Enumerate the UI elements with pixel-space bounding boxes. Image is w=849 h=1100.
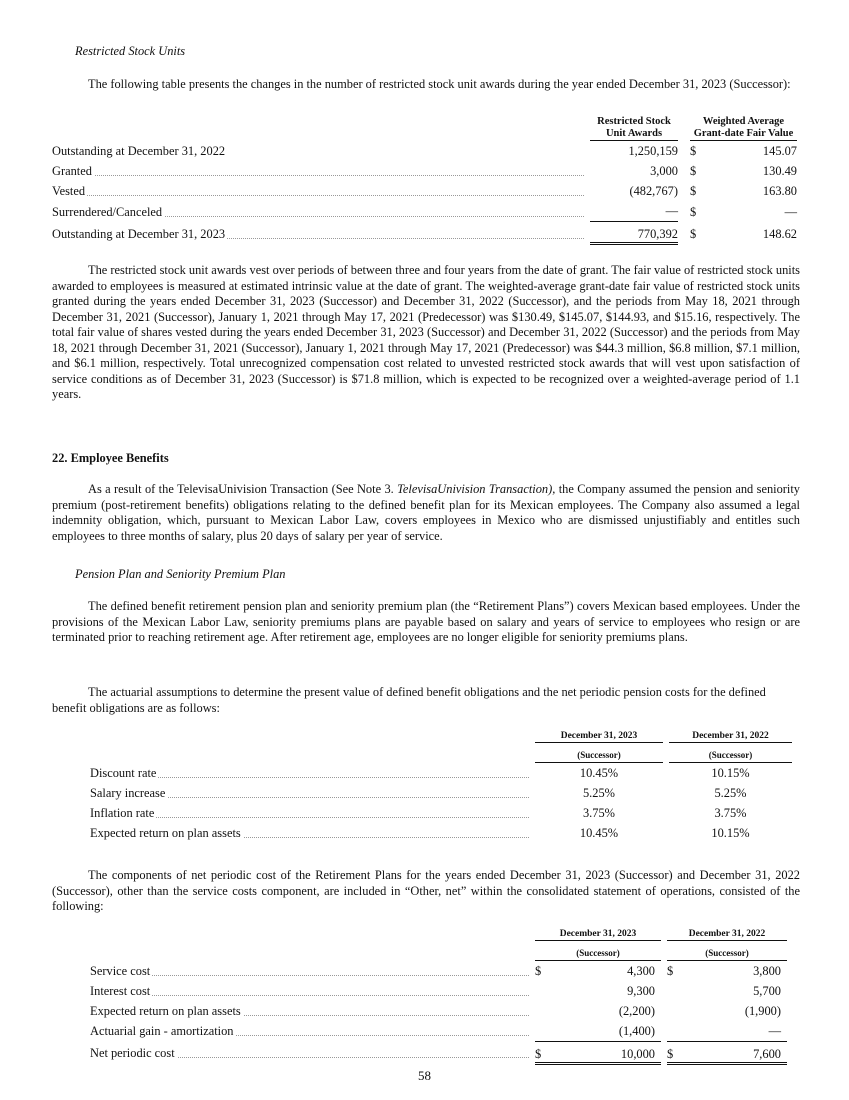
table-row xyxy=(90,823,792,843)
currency-symbol xyxy=(535,1001,549,1021)
rsu-intro: The following table presents the changes in the number of restricted stock unit awards during the year ended December 31, 2023 (Successor): xyxy=(88,77,791,91)
units-value: (482,767) xyxy=(629,184,678,198)
col-header-2023: December 31, 2023 xyxy=(560,730,638,741)
col-subheader-2022: (Successor) xyxy=(667,940,787,960)
table-row xyxy=(52,222,797,244)
table-row xyxy=(90,981,787,1001)
units-value: — xyxy=(665,204,678,218)
row-label: Service cost xyxy=(90,960,535,981)
spacer xyxy=(678,141,690,162)
col-header-2022: December 31, 2022 xyxy=(692,730,769,741)
col-header-2023: December 31, 2023 xyxy=(559,928,637,939)
page-number: 58 xyxy=(418,1068,431,1083)
spacer xyxy=(678,181,690,201)
currency-symbol: $ xyxy=(690,184,697,198)
value-2023: 10.45% xyxy=(579,765,619,780)
row-label: Vested xyxy=(52,181,590,201)
currency-symbol: $ xyxy=(690,204,697,219)
benefits-paragraph-2: The defined benefit retirement pension plan and seniority premium plan (the “Retirement Plans”) covers Mexican based employees. Under the provisions of the Mexican Labor Law, seniority premiums plans are payable based on salary and years of service to employees who resign or are terminated prior to reaching retirement age. After retirement age, employees are no longer eligible for seniority premiums plans. xyxy=(52,599,800,644)
currency-symbol xyxy=(535,981,549,1001)
row-label: Discount rate xyxy=(90,762,535,783)
table-row xyxy=(52,201,797,222)
col-subheader-2023: (Successor) xyxy=(535,742,663,762)
value-2022: 5,700 xyxy=(753,983,781,998)
row-label: Expected return on plan assets xyxy=(90,823,535,843)
section-heading-employee-benefits: 22. Employee Benefits xyxy=(52,451,169,465)
col-subheader-2023: (Successor) xyxy=(535,940,661,960)
section-heading-rsu: Restricted Stock Units xyxy=(75,44,186,58)
currency-symbol: $ xyxy=(690,226,697,241)
fair-value: 145.07 xyxy=(762,144,797,158)
currency-symbol: $ xyxy=(667,1041,681,1063)
value-2022: — xyxy=(768,1023,781,1038)
value-2022: 10.15% xyxy=(711,825,750,840)
fair-value: 163.80 xyxy=(762,184,797,198)
value-2022: 5.25% xyxy=(714,785,747,800)
currency-symbol: $ xyxy=(690,164,697,178)
row-label: Actuarial gain - amortization xyxy=(90,1021,535,1042)
table-row xyxy=(90,783,792,803)
value-2023: 10.45% xyxy=(579,825,619,840)
currency-symbol: $ xyxy=(690,144,697,158)
table-row xyxy=(90,803,792,823)
table-row xyxy=(90,960,787,981)
fair-value: — xyxy=(784,204,797,219)
currency-symbol: $ xyxy=(535,1041,549,1063)
value-2023: (1,400) xyxy=(618,1023,655,1038)
row-label: Net periodic cost xyxy=(90,1041,535,1063)
benefits-paragraph-4: The components of net periodic cost of the Retirement Plans for the years ended December 31, 2023 (Successor) and December 31, 2022 (Successor), other than the service costs component, are included in “Other, net” within the consolidated statement of operations, consisted of the following: xyxy=(52,868,800,913)
currency-symbol xyxy=(667,1021,681,1042)
table-row xyxy=(90,762,792,783)
row-label: Interest cost xyxy=(90,981,535,1001)
value-2023: 10,000 xyxy=(549,1041,661,1063)
col-subheader-2022: (Successor) xyxy=(669,742,792,762)
rsu-paragraph: The restricted stock unit awards vest over periods of between three and four years from the date of grant. The fair value of restricted stock units awarded to employees is measured at estimated intrinsic value at the date of grant. The weighted-average grant-date fair value of restricted stock units granted during the years ended December 31, 2023 (Successor) and December 31, 2022 (Successor), and the periods from May 18, 2021 through December 31, 2021 (Successor), January 1, 2021 through May 17, 2021 (Predecessor) was $130.49, $145.07, $144.93, and $15.16, respectively. The total fair value of shares vested during the years ended December 31, 2023 (Successor) and December 31, 2022 (Successor) and the periods from May 18, 2021 through December 31, 2021 (Successor), January 1, 2021 through May 17, 2021 (Predecessor) was $44.3 million, $6.8 million, $7.1 million, and $6.1 million, respectively. Total unrecognized compensation cost related to unvested restricted stock awards that will vest upon satisfaction of service conditions as of December 31, 2023 (Successor) is $71.8 million, which is expected to be recognized over a weighted-average period of 1.1 years. xyxy=(52,263,800,401)
spacer xyxy=(678,222,690,244)
assumptions-table xyxy=(90,722,792,843)
spacer xyxy=(678,161,690,181)
rsu-table xyxy=(52,116,797,245)
table-row xyxy=(52,181,797,201)
benefits-paragraph-3: The actuarial assumptions to determine the present value of defined benefit obligations and the net periodic pension costs for the defined benefit obligations are as follows: xyxy=(52,685,766,715)
net-periodic-cost-table xyxy=(90,920,787,1065)
units-value: 1,250,159 xyxy=(628,144,678,158)
row-label: Surrendered/Canceled xyxy=(52,201,590,222)
row-label: Granted xyxy=(52,161,590,181)
currency-symbol: $ xyxy=(535,963,542,978)
value-2023: 4,300 xyxy=(627,963,655,978)
col-header-fair-value: Weighted Average Grant-date Fair Value xyxy=(690,116,797,141)
value-2022: 10.15% xyxy=(711,765,750,780)
units-value: 3,000 xyxy=(650,164,678,178)
row-label: Inflation rate xyxy=(90,803,535,823)
value-2022: 7,600 xyxy=(681,1041,787,1063)
currency-symbol xyxy=(667,981,681,1001)
units-value: 770,392 xyxy=(590,222,678,244)
spacer xyxy=(678,201,690,222)
row-label: Expected return on plan assets xyxy=(90,1001,535,1021)
row-label: Outstanding at December 31, 2023 xyxy=(52,222,590,244)
col-header-units: Restricted Stock Unit Awards xyxy=(590,116,678,141)
fair-value: 130.49 xyxy=(762,164,797,178)
table-row xyxy=(90,1041,787,1063)
value-2022: (1,900) xyxy=(744,1003,781,1018)
value-2022: 3.75% xyxy=(714,805,747,820)
currency-symbol xyxy=(667,1001,681,1021)
currency-symbol xyxy=(535,1021,549,1042)
currency-symbol: $ xyxy=(667,963,674,978)
value-2023: (2,200) xyxy=(618,1003,655,1018)
benefits-paragraph-1: As a result of the TelevisaUnivision Transaction (See Note 3. TelevisaUnivision Transaction), the Company assumed the pension and seniority premium (post-retirement benefits) obligations relating to the defined benefit plan for its Mexican employees. The Company also assumed a legal indemnity obligation, which, pursuant to Mexican Labor Law, covers employees in Mexico who are dismissed unjustifiably and entitles such employees to three months of salary, plus 20 days of salary per year of service. xyxy=(52,482,800,543)
col-header-2022: December 31, 2022 xyxy=(688,928,766,939)
subheading-pension-plan: Pension Plan and Seniority Premium Plan xyxy=(75,567,286,581)
value-2023: 3.75% xyxy=(582,805,615,820)
fair-value: 148.62 xyxy=(762,226,797,241)
value-2023: 5.25% xyxy=(582,785,615,800)
table-row xyxy=(52,141,797,162)
table-row xyxy=(90,1001,787,1021)
table-row xyxy=(90,1021,787,1042)
value-2022: 3,800 xyxy=(753,963,781,978)
value-2023: 9,300 xyxy=(627,983,655,998)
row-label: Outstanding at December 31, 2022 xyxy=(52,144,226,158)
table-row xyxy=(52,161,797,181)
row-label: Salary increase xyxy=(90,783,535,803)
